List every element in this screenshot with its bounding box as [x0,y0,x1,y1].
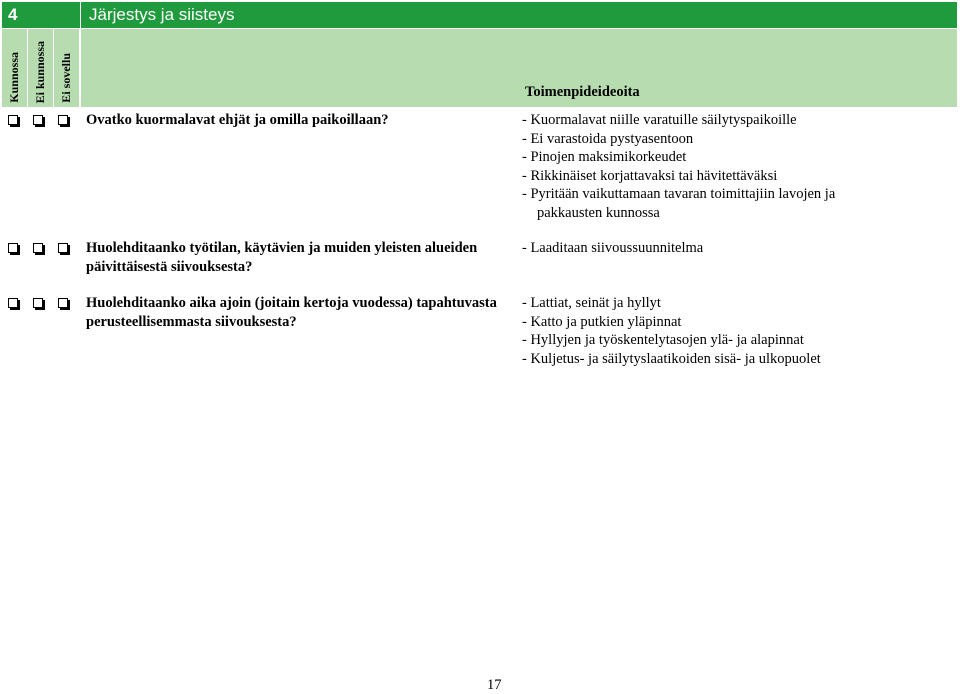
column-header-kunnossa [2,29,27,107]
checkbox-ei-kunnossa[interactable] [33,298,43,308]
action-item: - Katto ja putkien yläpinnat [522,313,682,330]
section-title: Järjestys ja siisteys [81,2,957,28]
actions-column-header: Toimenpideideoita [525,84,640,100]
checkbox-ei-sovellu[interactable] [58,298,68,308]
action-item: - Kuormalavat niille varatuille säilytyspaikoille [522,112,797,128]
checkbox-ei-sovellu[interactable] [58,115,68,125]
row-2-question: Huolehditaanko työtilan, käytävien ja muiden yleisten alueiden päivittäisestä siivouksesta? [86,240,478,275]
action-item: - Pinojen maksimikorkeudet [522,149,687,165]
checkbox-kunnossa[interactable] [8,298,18,308]
action-item: - Lattiat, seinät ja hyllyt [522,295,661,311]
checkbox-ei-sovellu[interactable] [58,243,68,253]
column-header-main [81,29,957,107]
action-item: - Rikkinäiset korjattavaksi tai hävitettäväksi [522,167,778,184]
action-item: - Kuljetus- ja säilytyslaatikoiden sisä- ja ulkopuolet [522,350,821,367]
row-3-checkboxes [8,298,78,310]
row-1-actions [522,111,942,222]
checkbox-kunnossa[interactable] [8,243,18,253]
row-3-actions [522,294,942,368]
column-label-ei-sovellu: Ei sovellu [59,53,73,103]
column-header-band [2,29,957,107]
column-label-kunnossa: Kunnossa [7,52,21,103]
section-header [2,2,957,28]
action-item: - Pyritään vaikuttamaan tavaran toimittajiin lavojen ja [522,186,836,202]
row-2-actions [522,239,942,258]
checkbox-ei-kunnossa[interactable] [33,115,43,125]
action-item: - Hyllyjen ja työskentelytasojen ylä- ja alapinnat [522,332,804,348]
row-1-checkboxes [8,115,78,127]
column-label-ei-kunnossa: Ei kunnossa [33,40,47,103]
row-1-question: Ovatko kuormalavat ehjät ja omilla paikoillaan? [86,112,389,128]
checkbox-kunnossa[interactable] [8,115,18,125]
column-header-ei-kunnossa [28,29,53,107]
action-item: - Laaditaan siivoussuunnitelma [522,240,704,256]
column-header-ei-sovellu [54,29,79,107]
checkbox-ei-kunnossa[interactable] [33,243,43,253]
section-number: 4 [2,2,80,28]
row-3-question: Huolehditaanko aika ajoin (joitain kertoja vuodessa) tapahtuvasta perusteellisemmasta siivouksesta? [86,295,497,330]
row-2-checkboxes [8,243,78,255]
page-number: 17 [487,677,502,693]
action-item-continuation: pakkausten kunnossa [537,204,660,221]
action-item: - Ei varastoida pystyasentoon [522,130,694,147]
